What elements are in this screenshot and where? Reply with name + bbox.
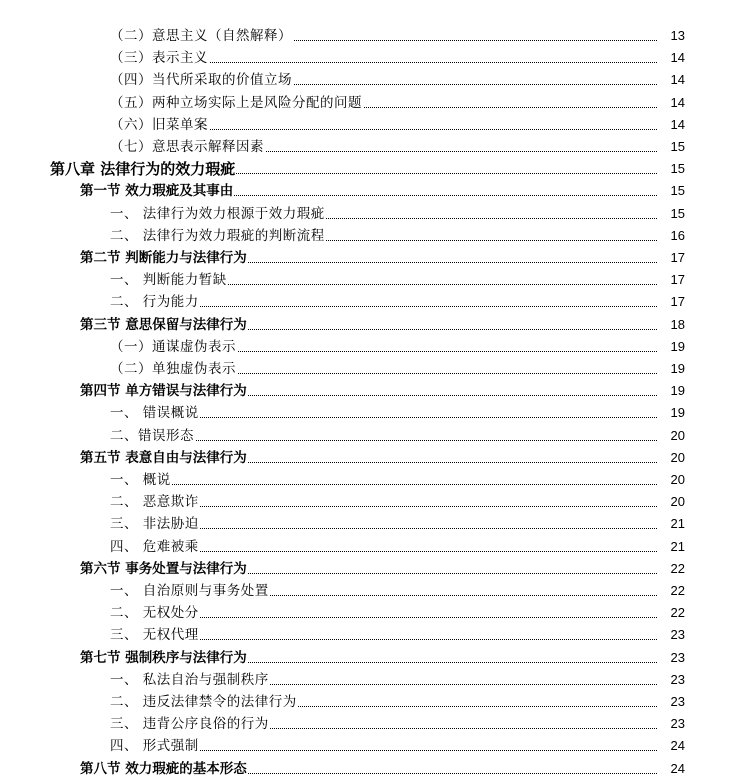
toc-chapter-entry[interactable]: [0, 158, 751, 180]
toc-entry-title: 第四节 单方错误与法律行为: [80, 380, 248, 402]
toc-page-number: 19: [670, 338, 685, 354]
toc-entry-title: 二、错误形态: [110, 425, 195, 447]
toc-entry-title: 二、 法律行为效力瑕疵的判断流程: [110, 225, 326, 247]
toc-item-entry[interactable]: [0, 713, 751, 735]
toc-entry-title: 第二节 判断能力与法律行为: [80, 247, 248, 269]
toc-item-entry[interactable]: [0, 580, 751, 602]
toc-item-entry[interactable]: [0, 402, 751, 424]
toc-entry-title: 第六节 事务处置与法律行为: [80, 558, 248, 580]
toc-page-number: 15: [670, 139, 685, 154]
toc-entry-title: 二、 行为能力: [110, 291, 200, 313]
toc-entry-title: （三）表示主义: [110, 47, 209, 69]
toc-item-entry[interactable]: [0, 136, 751, 158]
toc-page-number: 19: [670, 405, 685, 421]
toc-entry-title: 四、 形式强制: [110, 735, 200, 757]
toc-item-entry[interactable]: [0, 336, 751, 358]
toc-page-number: 14: [670, 72, 685, 88]
toc-page-number: 16: [670, 227, 685, 243]
toc-page-number: 22: [670, 560, 685, 576]
toc-entry-title: 三、 非法胁迫: [110, 513, 200, 535]
toc-entry-title: （四）当代所采取的价值立场: [110, 69, 293, 91]
toc-item-entry[interactable]: [0, 735, 751, 757]
toc-item-entry[interactable]: [0, 358, 751, 380]
toc-entry-title: （五）两种立场实际上是风险分配的问题: [110, 92, 363, 114]
toc-page-number: 24: [670, 738, 685, 754]
toc-item-entry[interactable]: [0, 691, 751, 713]
toc-item-entry[interactable]: [0, 536, 751, 558]
toc-page-number: 21: [670, 538, 685, 554]
toc-item-entry[interactable]: [0, 669, 751, 691]
toc-item-entry[interactable]: [0, 47, 751, 69]
toc-entry-title: （二）单独虚伪表示: [110, 358, 237, 380]
toc-item-entry[interactable]: [0, 69, 751, 91]
dot-leader: [110, 469, 657, 485]
toc-item-entry[interactable]: [0, 425, 751, 447]
toc-entry-title: 二、 违反法律禁令的法律行为: [110, 691, 298, 713]
toc-item-entry[interactable]: [0, 291, 751, 313]
toc-item-entry[interactable]: [0, 491, 751, 513]
toc-entry-title: （一）通谋虚伪表示: [110, 336, 237, 358]
toc-item-entry[interactable]: [0, 469, 751, 491]
toc-item-entry[interactable]: [0, 624, 751, 646]
toc-page-number: 19: [670, 383, 685, 399]
toc-item-entry[interactable]: [0, 602, 751, 624]
toc-section-entry[interactable]: [0, 647, 751, 669]
toc-entry-title: 一、 法律行为效力根源于效力瑕疵: [110, 203, 326, 225]
toc-page-number: 23: [670, 649, 685, 665]
toc-page-number: 14: [670, 50, 685, 66]
toc-page-number: 23: [670, 694, 685, 709]
toc-entry-title: 三、 违背公序良俗的行为: [110, 713, 270, 735]
toc-page-number: 15: [670, 205, 685, 221]
toc-page-number: 20: [670, 494, 685, 510]
toc-entry-title: 一、 错误概说: [110, 402, 200, 424]
toc-entry-title: 第七节 强制秩序与法律行为: [80, 647, 248, 669]
toc-entry-title: 一、 自治原则与事务处置: [110, 580, 270, 602]
toc-page-number: 14: [670, 94, 685, 110]
toc-entry-title: 一、 私法自治与强制秩序: [110, 669, 270, 691]
toc-entry-title: 第五节 表意自由与法律行为: [80, 447, 248, 469]
toc-entry-title: 一、 判断能力暂缺: [110, 269, 228, 291]
toc-page-number: 14: [670, 116, 685, 132]
toc-section-entry[interactable]: [0, 380, 751, 402]
toc-page-number: 23: [670, 671, 685, 687]
toc-section-entry[interactable]: [0, 180, 751, 202]
toc-page-number: 15: [670, 161, 685, 177]
toc-entry-title: （六）旧菜单案: [110, 114, 209, 136]
toc-item-entry[interactable]: [0, 25, 751, 47]
toc-page-number: 21: [670, 516, 685, 532]
toc-page-number: 20: [670, 427, 685, 443]
toc-page-number: 24: [670, 760, 685, 776]
toc-entry-title: 二、 无权处分: [110, 602, 200, 624]
toc-section-entry[interactable]: [0, 314, 751, 336]
toc-item-entry[interactable]: [0, 114, 751, 136]
toc-page-number: 22: [670, 583, 685, 598]
toc-entry-title: 第三节 意思保留与法律行为: [80, 314, 248, 336]
toc-page-number: 17: [670, 272, 685, 288]
toc-item-entry[interactable]: [0, 203, 751, 225]
toc-page-number: 20: [670, 472, 685, 487]
toc-page-number: 23: [670, 627, 685, 643]
toc-page-number: 15: [670, 183, 685, 199]
toc-page-number: 18: [670, 316, 685, 332]
toc-page-number: 19: [670, 361, 685, 376]
toc-entry-title: （二）意思主义（自然解释）: [110, 25, 293, 47]
toc-entry-title: 三、 无权代理: [110, 624, 200, 646]
toc-entry-title: 第一节 效力瑕疵及其事由: [80, 180, 234, 202]
toc-page-number: 17: [670, 294, 685, 310]
toc-page-number: 20: [670, 449, 685, 465]
toc-page-number: 17: [670, 250, 685, 265]
toc-section-entry[interactable]: [0, 447, 751, 469]
toc-entry-title: （七）意思表示解释因素: [110, 136, 265, 158]
toc-section-entry[interactable]: [0, 558, 751, 580]
toc-entry-title: 四、 危难被乘: [110, 536, 200, 558]
toc-item-entry[interactable]: [0, 92, 751, 114]
toc-item-entry[interactable]: [0, 513, 751, 535]
toc-entry-title: 第八节 效力瑕疵的基本形态: [80, 758, 248, 780]
toc-item-entry[interactable]: [0, 225, 751, 247]
toc-entry-title: 第八章 法律行为的效力瑕疵: [50, 160, 236, 179]
toc-page-number: 13: [670, 28, 685, 43]
toc-entry-title: 一、 概说: [110, 469, 172, 491]
toc-section-entry[interactable]: [0, 247, 751, 269]
toc-entry-title: 二、 恶意欺诈: [110, 491, 200, 513]
toc-page-number: 23: [670, 716, 685, 732]
toc-item-entry[interactable]: [0, 269, 751, 291]
toc-page-number: 22: [670, 605, 685, 621]
